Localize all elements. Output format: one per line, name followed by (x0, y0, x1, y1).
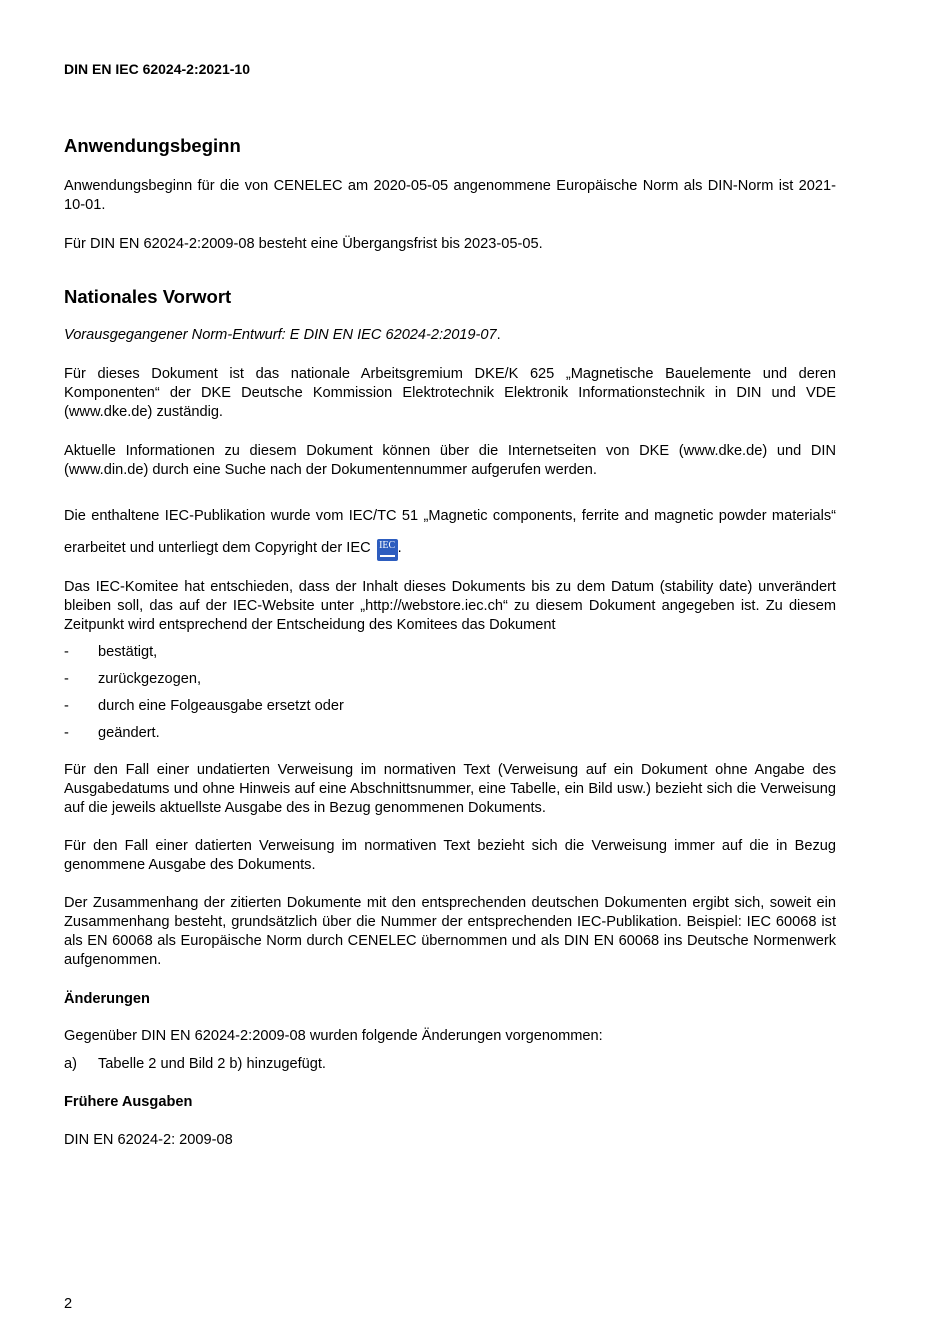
komitee-decision-list (64, 643, 836, 743)
paragraph-iec-publikation (64, 500, 836, 564)
list-item (64, 697, 836, 716)
list-item-text: zurückgezogen, (98, 671, 202, 687)
list-item (64, 724, 836, 743)
page-content (64, 135, 836, 1150)
list-marker: - (64, 698, 69, 714)
page-number: 2 (64, 1296, 73, 1312)
iec-logo-icon (377, 539, 398, 561)
list-item (64, 670, 836, 689)
list-marker: a) (64, 1056, 77, 1072)
iec-publikation-period: . (397, 540, 402, 556)
list-item-text: Tabelle 2 und Bild 2 b) hinzugefügt. (98, 1056, 326, 1072)
list-marker: - (64, 725, 69, 741)
list-item-text: bestätigt, (98, 644, 158, 660)
paragraph-datierte-verweisung: Für den Fall einer datierten Verweisung im normativen Text bezieht sich die Verweisung immer auf die in Bezug genommene Ausgabe des Dokuments. (64, 838, 836, 873)
iec-publikation-text: Die enthaltene IEC-Publikation wurde vom IEC/TC 51 „Magnetic components, ferrite and magnetic powder materials“ erarbeitet und unterliegt dem Copyright der IEC (64, 508, 836, 556)
list-marker: - (64, 671, 69, 687)
aenderungen-list (64, 1055, 836, 1074)
paragraph-undatierte-verweisung: Für den Fall einer undatierten Verweisung im normativen Text (Verweisung auf ein Dokument ohne Angabe des Ausgabedatums und ohne Hinweis auf eine Abschnittsnummer, eine Tabelle, ein Bild usw.) bezieht sich die Verweisung auf die jeweils aktuellste Ausgabe des in Bezug genommenen Dokuments. (64, 762, 836, 816)
paragraph-zusammenhang: Der Zusammenhang der zitierten Dokumente mit den entsprechenden deutschen Dokumenten ergibt sich, soweit ein Zusammenhang besteht, grundsätzlich über die Nummer der entsprechenden IEC-Publikation. Beispiel: IEC 60068 ist als EN 60068 als Europäische Norm durch CENELEC übernommen und als DIN EN 60068 ins Deutsche Normenwerk aufgenommen. (64, 895, 836, 968)
list-item-text: durch eine Folgeausgabe ersetzt oder (98, 698, 344, 714)
paragraph-aktuelle-informationen: Aktuelle Informationen zu diesem Dokument können über die Internetseiten von DKE (www.dke.de) und DIN (www.din.de) durch eine Suche nach der Dokumentennummer aufgerufen werden. (64, 443, 836, 478)
list-item (64, 1055, 836, 1074)
paragraph-iec-komitee: Das IEC-Komitee hat entschieden, dass der Inhalt dieses Dokuments bis zu dem Datum (stability date) unverändert bleiben soll, das auf der IEC-Website unter „http://webstore.iec.ch“ zu diesem Dokument angegeben ist. Zu diesem Zeitpunkt wird entsprechend der Entscheidung des Komitees das Dokument (64, 579, 836, 633)
iec-logo-label: IEC (379, 540, 396, 551)
heading-aenderungen: Änderungen (64, 991, 150, 1007)
paragraph-norm-entwurf (64, 326, 836, 345)
heading-anwendungsbeginn: Anwendungsbeginn (64, 135, 241, 156)
paragraph-arbeitsgremium: Für dieses Dokument ist das nationale Arbeitsgremium DKE/K 625 „Magnetische Bauelemente und deren Komponenten“ der DKE Deutsche Kommission Elektrotechnik Elektronik Informationstechnik in DIN und VDE (www.dke.de) zuständig. (64, 366, 836, 420)
paragraph-fruehere-ausgaben: DIN EN 62024-2: 2009-08 (64, 1132, 233, 1148)
norm-entwurf-period: . (496, 327, 501, 343)
list-marker: - (64, 644, 69, 660)
list-item (64, 643, 836, 662)
heading-nationales-vorwort: Nationales Vorwort (64, 286, 232, 307)
paragraph-aenderungen-intro: Gegenüber DIN EN 62024-2:2009-08 wurden folgende Änderungen vorgenommen: (64, 1028, 603, 1044)
heading-fruehere-ausgaben: Frühere Ausgaben (64, 1094, 193, 1110)
paragraph-anwendungsbeginn: Anwendungsbeginn für die von CENELEC am 2020-05-05 angenommene Europäische Norm als DIN-Norm ist 2021-10-01. (64, 178, 836, 213)
document-id-header: DIN EN IEC 62024-2:2021-10 (64, 61, 250, 77)
norm-entwurf-text: Vorausgegangener Norm-Entwurf: E DIN EN IEC 62024-2:2019-07 (64, 327, 497, 343)
paragraph-uebergangsfrist: Für DIN EN 62024-2:2009-08 besteht eine Übergangsfrist bis 2023-05-05. (64, 236, 543, 252)
list-item-text: geändert. (98, 725, 160, 741)
